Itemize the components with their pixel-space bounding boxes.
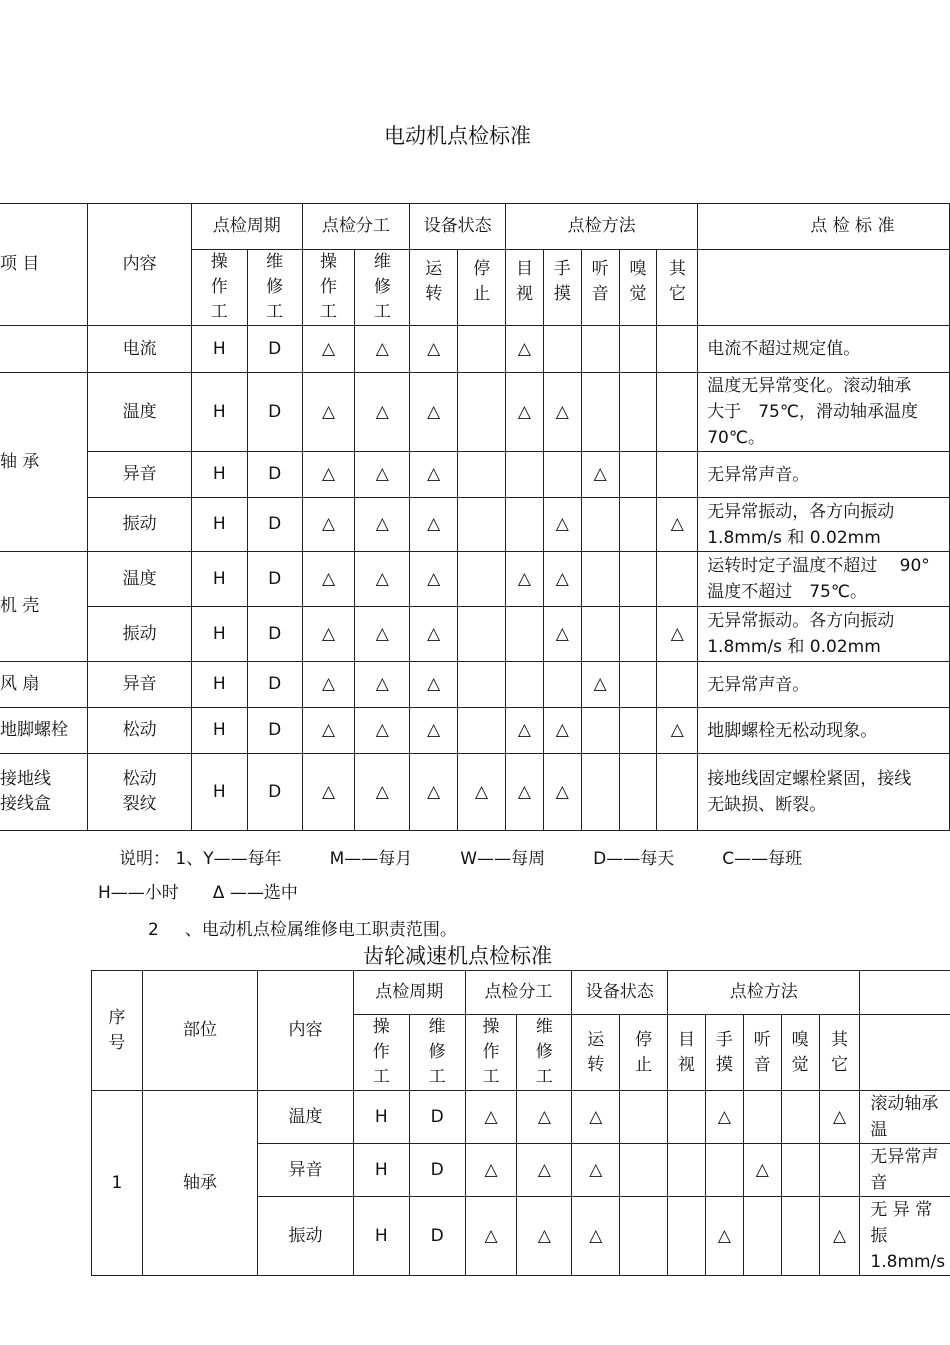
header-method: 点检方法 bbox=[506, 204, 698, 250]
cell-standard: 电流不超过规定值。 bbox=[698, 326, 950, 373]
cell-standard: 运转时定子温度不超过 90° 温度不超过 75℃。 bbox=[698, 552, 950, 607]
header-cycle-operator: 操 作 工 bbox=[191, 250, 247, 326]
table-row bbox=[0, 607, 950, 662]
cell-cycle-op: H bbox=[353, 1144, 409, 1197]
cell-touch: △ bbox=[705, 1197, 743, 1276]
header-hear: 听 音 bbox=[581, 250, 619, 326]
cell-running: △ bbox=[410, 452, 458, 498]
cell-other: △ bbox=[657, 498, 698, 552]
cell-cycle-rep: D bbox=[247, 373, 302, 452]
cell-standard: 无异常振动。各方向振动 1.8mm/s 和 0.02mm bbox=[698, 607, 950, 662]
header-item: 项 目 bbox=[0, 204, 88, 326]
cell-div-op: △ bbox=[302, 662, 355, 708]
header-content: 内容 bbox=[88, 204, 192, 326]
cell-stopped bbox=[458, 662, 506, 708]
cell-cycle-rep: D bbox=[247, 326, 302, 373]
cell-stopped bbox=[458, 552, 506, 607]
cell-content: 松动 bbox=[88, 708, 192, 754]
notes-line-3 bbox=[148, 915, 457, 940]
reducer-standard-title: 齿轮减速机点检标准 bbox=[363, 944, 552, 968]
header-state: 设备状态 bbox=[410, 204, 506, 250]
table-row bbox=[0, 552, 950, 607]
cell-visual bbox=[506, 662, 544, 708]
cell-div-rep: △ bbox=[355, 552, 410, 607]
cell-div-op: △ bbox=[302, 498, 355, 552]
cell-stopped bbox=[458, 708, 506, 754]
cell-hear: △ bbox=[581, 662, 619, 708]
cell-hear bbox=[581, 373, 619, 452]
cell-standard: 无异常振动，各方向振动 1.8mm/s 和 0.02mm bbox=[698, 498, 950, 552]
cell-touch: △ bbox=[705, 1091, 743, 1144]
cell-hear bbox=[581, 754, 619, 831]
cell-hear bbox=[581, 326, 619, 373]
cell-stopped bbox=[458, 373, 506, 452]
cell-div-rep: △ bbox=[355, 754, 410, 831]
cell-smell bbox=[619, 662, 657, 708]
note-item: M——每月 bbox=[329, 849, 413, 869]
cell-div-op: △ bbox=[302, 326, 355, 373]
note-item: W——每周 bbox=[460, 849, 546, 869]
cell-stopped bbox=[620, 1197, 668, 1276]
header-division-operator: 操 作 工 bbox=[302, 250, 355, 326]
cell-touch bbox=[543, 662, 581, 708]
cell-other bbox=[657, 754, 698, 831]
cell-cycle-rep: D bbox=[409, 1144, 465, 1197]
cell-content: 松动 裂纹 bbox=[88, 754, 192, 831]
cell-cycle-rep: D bbox=[247, 662, 302, 708]
reducer-inspection-table bbox=[91, 970, 950, 1276]
header-standard: 点 检 标 准 bbox=[698, 204, 950, 250]
cell-cycle-rep: D bbox=[409, 1197, 465, 1276]
group-fan: 风 扇 bbox=[0, 662, 88, 708]
cell-hear: △ bbox=[581, 452, 619, 498]
cell-content: 电流 bbox=[88, 326, 192, 373]
note-number: 2 bbox=[148, 920, 159, 940]
header-running: 运 转 bbox=[572, 1015, 620, 1091]
cell-div-rep: △ bbox=[355, 708, 410, 754]
cell-touch: △ bbox=[543, 708, 581, 754]
cell-hear bbox=[581, 607, 619, 662]
cell-visual bbox=[506, 607, 544, 662]
cell-div-op: △ bbox=[302, 708, 355, 754]
cell-content: 温度 bbox=[258, 1091, 354, 1144]
cell-content: 振动 bbox=[258, 1197, 354, 1276]
cell-hear bbox=[743, 1197, 781, 1276]
cell-cycle-rep: D bbox=[409, 1091, 465, 1144]
header-cycle-repairer: 维 修 工 bbox=[247, 250, 302, 326]
cell-stopped bbox=[458, 452, 506, 498]
header-content: 内容 bbox=[258, 971, 354, 1091]
header-running: 运 转 bbox=[410, 250, 458, 326]
note-item: H——小时 bbox=[98, 883, 179, 903]
cell-other bbox=[819, 1144, 860, 1197]
cell-touch: △ bbox=[543, 552, 581, 607]
group-bearing: 轴 承 bbox=[0, 373, 88, 552]
header-no: 序 号 bbox=[92, 971, 143, 1091]
cell-running: △ bbox=[410, 373, 458, 452]
header-touch: 手 摸 bbox=[705, 1015, 743, 1091]
cell-smell bbox=[781, 1091, 819, 1144]
cell-standard: 接地线固定螺栓紧固，接线 无缺损、断裂。 bbox=[698, 754, 950, 831]
cell-div-op: △ bbox=[302, 552, 355, 607]
header-standard-blank bbox=[698, 250, 950, 326]
cell-content: 振动 bbox=[88, 498, 192, 552]
cell-hear bbox=[743, 1091, 781, 1144]
cell-stopped bbox=[458, 607, 506, 662]
cell-div-op: △ bbox=[465, 1144, 517, 1197]
cell-running: △ bbox=[410, 498, 458, 552]
group-ground-junction: 接地线 接线盒 bbox=[0, 754, 88, 831]
cell-content: 温度 bbox=[88, 552, 192, 607]
notes-prefix: 说明： 1、 bbox=[119, 849, 204, 869]
cell-stopped bbox=[458, 498, 506, 552]
table-row bbox=[0, 754, 950, 831]
header-division: 点检分工 bbox=[302, 204, 410, 250]
cell-smell bbox=[619, 708, 657, 754]
cell-part: 轴承 bbox=[142, 1091, 257, 1276]
cell-div-rep: △ bbox=[517, 1144, 572, 1197]
cell-cycle-op: H bbox=[191, 552, 247, 607]
cell-div-rep: △ bbox=[355, 498, 410, 552]
cell-visual: △ bbox=[506, 552, 544, 607]
cell-visual: △ bbox=[506, 326, 544, 373]
cell-smell bbox=[619, 607, 657, 662]
notes-line-1 bbox=[119, 844, 802, 869]
cell-visual bbox=[668, 1144, 706, 1197]
cell-visual bbox=[506, 452, 544, 498]
header-stopped: 停 止 bbox=[620, 1015, 668, 1091]
cell-visual: △ bbox=[506, 373, 544, 452]
header-stopped: 停 止 bbox=[458, 250, 506, 326]
cell-div-rep: △ bbox=[355, 452, 410, 498]
table-row bbox=[0, 498, 950, 552]
cell-div-op: △ bbox=[302, 754, 355, 831]
cell-smell bbox=[619, 452, 657, 498]
cell-hear bbox=[581, 708, 619, 754]
header-other: 其 它 bbox=[657, 250, 698, 326]
cell-hear bbox=[581, 498, 619, 552]
cell-cycle-rep: D bbox=[247, 498, 302, 552]
cell-div-op: △ bbox=[465, 1197, 517, 1276]
note-item: D——每天 bbox=[593, 849, 675, 869]
header-standard-cut bbox=[860, 971, 950, 1015]
cell-other: △ bbox=[657, 607, 698, 662]
cell-content: 异音 bbox=[88, 452, 192, 498]
table-row bbox=[92, 1091, 950, 1144]
cell-div-op: △ bbox=[302, 373, 355, 452]
cell-standard: 无异常声音。 bbox=[698, 452, 950, 498]
header-smell: 嗅 觉 bbox=[781, 1015, 819, 1091]
cell-other bbox=[657, 662, 698, 708]
cell-smell bbox=[781, 1144, 819, 1197]
cell-cycle-op: H bbox=[191, 498, 247, 552]
cell-cycle-op: H bbox=[191, 708, 247, 754]
note-text: 、电动机点检属维修电工职责范围。 bbox=[184, 920, 457, 940]
cell-hear bbox=[581, 552, 619, 607]
cell-standard: 地脚螺栓无松动现象。 bbox=[698, 708, 950, 754]
cell-stopped bbox=[620, 1091, 668, 1144]
header-cycle: 点检周期 bbox=[191, 204, 302, 250]
cell-cycle-rep: D bbox=[247, 708, 302, 754]
header-division-repairer: 维 修 工 bbox=[355, 250, 410, 326]
cell-touch bbox=[705, 1144, 743, 1197]
header-method: 点检方法 bbox=[668, 971, 860, 1015]
header-visual: 目 视 bbox=[668, 1015, 706, 1091]
header-other: 其 它 bbox=[819, 1015, 860, 1091]
cell-other: △ bbox=[819, 1091, 860, 1144]
cell-standard: 温度无异常变化。滚动轴承 大于 75℃，滑动轴承温度 70℃。 bbox=[698, 373, 950, 452]
cell-cycle-op: H bbox=[191, 754, 247, 831]
header-part: 部位 bbox=[142, 971, 257, 1091]
cell-stopped bbox=[458, 326, 506, 373]
cell-content: 温度 bbox=[88, 373, 192, 452]
motor-inspection-table bbox=[0, 203, 950, 831]
cell-other bbox=[657, 373, 698, 452]
cell-div-op: △ bbox=[465, 1091, 517, 1144]
cell-div-rep: △ bbox=[355, 326, 410, 373]
cell-standard: 无 异 常 振 1.8mm/s bbox=[860, 1197, 950, 1276]
cell-smell bbox=[781, 1197, 819, 1276]
cell-smell bbox=[619, 326, 657, 373]
cell-touch: △ bbox=[543, 498, 581, 552]
cell-no: 1 bbox=[92, 1091, 143, 1276]
cell-cycle-rep: D bbox=[247, 607, 302, 662]
cell-div-rep: △ bbox=[355, 607, 410, 662]
cell-touch bbox=[543, 452, 581, 498]
header-cycle-repairer: 维 修 工 bbox=[409, 1015, 465, 1091]
cell-running: △ bbox=[410, 754, 458, 831]
cell-cycle-op: H bbox=[191, 607, 247, 662]
cell-div-rep: △ bbox=[355, 373, 410, 452]
cell-other: △ bbox=[657, 708, 698, 754]
cell-running: △ bbox=[572, 1144, 620, 1197]
table-row bbox=[0, 326, 950, 373]
cell-touch bbox=[543, 326, 581, 373]
cell-cycle-rep: D bbox=[247, 452, 302, 498]
cell-smell bbox=[619, 498, 657, 552]
cell-running: △ bbox=[410, 662, 458, 708]
table-row bbox=[0, 708, 950, 754]
cell-cycle-op: H bbox=[353, 1091, 409, 1144]
group-housing: 机 壳 bbox=[0, 552, 88, 662]
header-cycle-operator: 操 作 工 bbox=[353, 1015, 409, 1091]
cell-other: △ bbox=[819, 1197, 860, 1276]
group-anchor-bolt: 地脚螺栓 bbox=[0, 708, 88, 754]
cell-cycle-rep: D bbox=[247, 552, 302, 607]
cell-running: △ bbox=[410, 607, 458, 662]
motor-standard-title: 电动机点检标准 bbox=[384, 124, 531, 148]
cell-cycle-op: H bbox=[191, 452, 247, 498]
header-smell: 嗅 觉 bbox=[619, 250, 657, 326]
cell-touch: △ bbox=[543, 607, 581, 662]
cell-div-rep: △ bbox=[355, 662, 410, 708]
cell-other bbox=[657, 452, 698, 498]
header-division: 点检分工 bbox=[465, 971, 572, 1015]
cell-running: △ bbox=[572, 1197, 620, 1276]
cell-running: △ bbox=[410, 708, 458, 754]
cell-div-op: △ bbox=[302, 607, 355, 662]
cell-running: △ bbox=[410, 552, 458, 607]
cell-standard: 无异常声音 bbox=[860, 1144, 950, 1197]
cell-visual bbox=[668, 1197, 706, 1276]
header-state: 设备状态 bbox=[572, 971, 668, 1015]
cell-other bbox=[657, 326, 698, 373]
cell-div-op: △ bbox=[302, 452, 355, 498]
note-item: Y——每年 bbox=[203, 849, 282, 869]
header-standard-blank bbox=[860, 1015, 950, 1091]
header-division-operator: 操 作 工 bbox=[465, 1015, 517, 1091]
cell-visual bbox=[668, 1091, 706, 1144]
cell-cycle-rep: D bbox=[247, 754, 302, 831]
cell-other bbox=[657, 552, 698, 607]
header-touch: 手 摸 bbox=[543, 250, 581, 326]
cell-div-rep: △ bbox=[517, 1197, 572, 1276]
cell-content: 振动 bbox=[88, 607, 192, 662]
cell-visual: △ bbox=[506, 754, 544, 831]
note-item: Δ ——选中 bbox=[212, 883, 298, 903]
cell-cycle-op: H bbox=[191, 662, 247, 708]
cell-touch: △ bbox=[543, 754, 581, 831]
cell-stopped bbox=[620, 1144, 668, 1197]
cell-touch: △ bbox=[543, 373, 581, 452]
header-visual: 目 视 bbox=[506, 250, 544, 326]
table-row bbox=[0, 662, 950, 708]
cell-visual bbox=[506, 498, 544, 552]
cell-hear: △ bbox=[743, 1144, 781, 1197]
cell-stopped: △ bbox=[458, 754, 506, 831]
table-row bbox=[0, 452, 950, 498]
cell-cycle-op: H bbox=[191, 326, 247, 373]
cell-visual: △ bbox=[506, 708, 544, 754]
cell-content: 异音 bbox=[88, 662, 192, 708]
group-empty bbox=[0, 326, 88, 373]
table-row bbox=[0, 373, 950, 452]
note-item: C——每班 bbox=[722, 849, 803, 869]
cell-standard: 无异常声音。 bbox=[698, 662, 950, 708]
cell-running: △ bbox=[410, 326, 458, 373]
cell-cycle-op: H bbox=[191, 373, 247, 452]
cell-cycle-op: H bbox=[353, 1197, 409, 1276]
header-division-repairer: 维 修 工 bbox=[517, 1015, 572, 1091]
cell-standard: 滚动轴承温 bbox=[860, 1091, 950, 1144]
cell-div-rep: △ bbox=[517, 1091, 572, 1144]
cell-smell bbox=[619, 373, 657, 452]
cell-smell bbox=[619, 552, 657, 607]
header-hear: 听 音 bbox=[743, 1015, 781, 1091]
cell-smell bbox=[619, 754, 657, 831]
header-cycle: 点检周期 bbox=[353, 971, 465, 1015]
cell-running: △ bbox=[572, 1091, 620, 1144]
cell-content: 异音 bbox=[258, 1144, 354, 1197]
notes-line-2 bbox=[98, 878, 298, 903]
